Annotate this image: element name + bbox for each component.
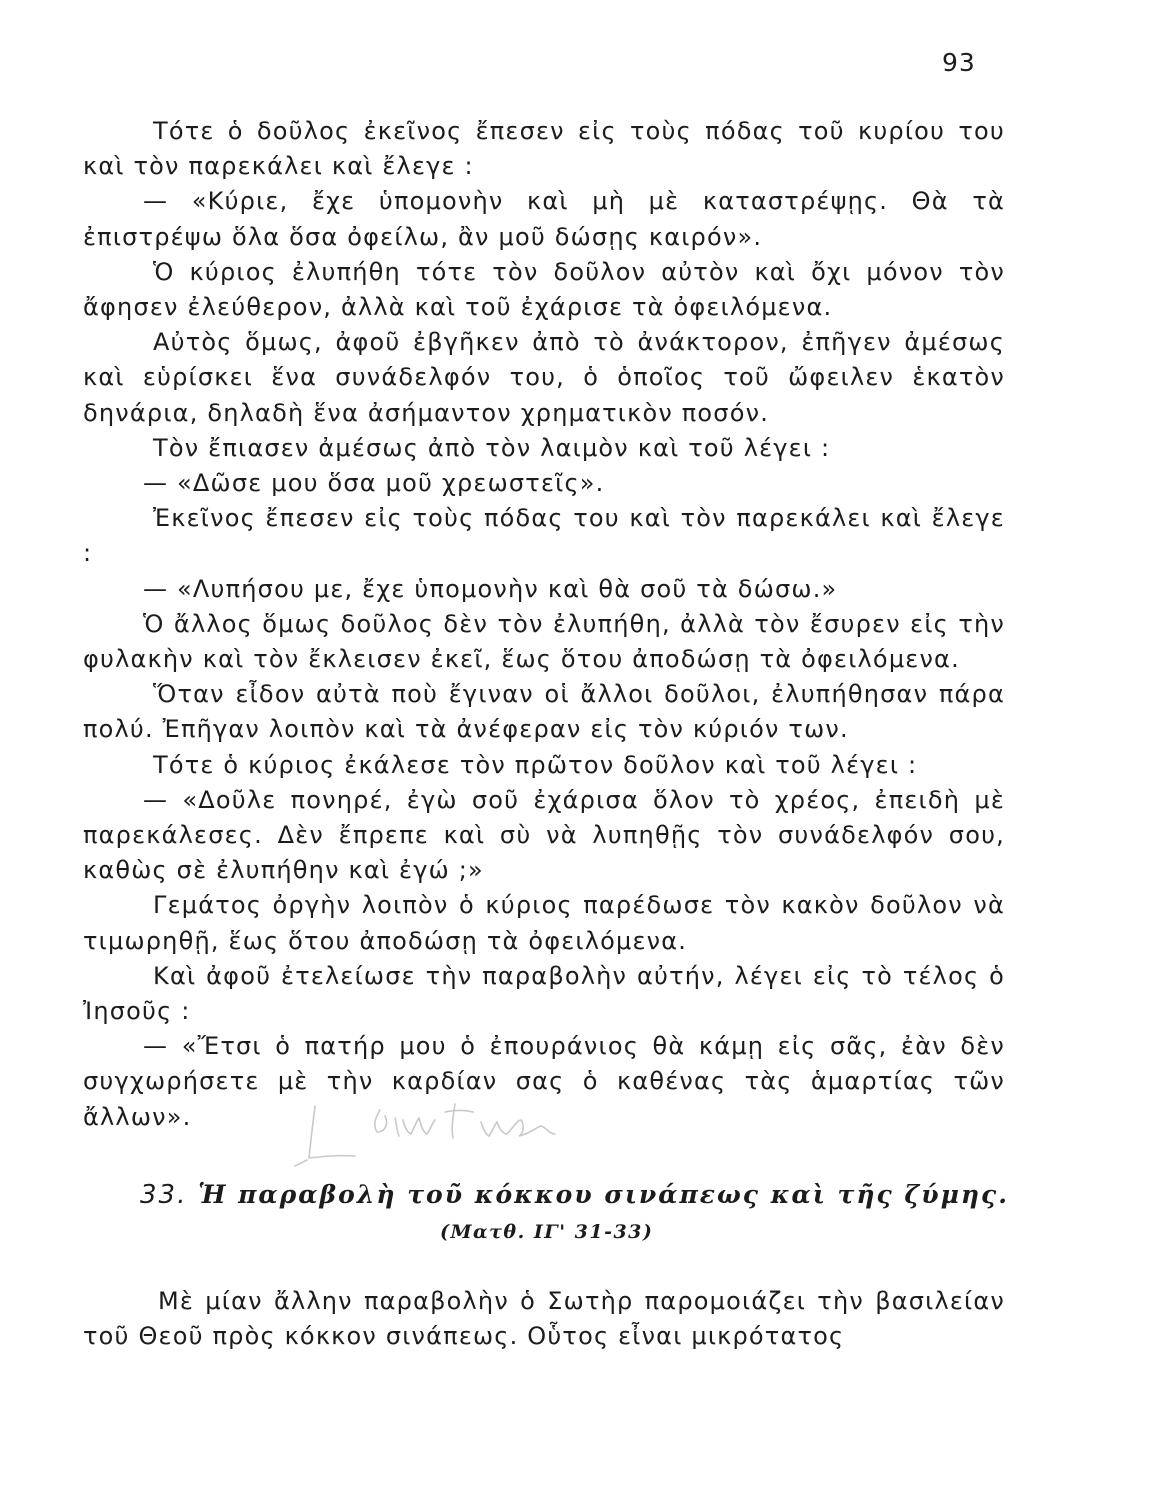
- paragraph: — «Κύριε, ἔχε ὑπομονὴν καὶ μὴ μὲ καταστρέψῃς. Θὰ τὰ ἐπιστρέψω ὅλα ὅσα ὀφείλω, ἂν μοῦ δώσῃς καιρόν».: [83, 187, 1005, 251]
- paragraph: — «Λυπήσου με, ἔχε ὑπομονὴν καὶ θὰ σοῦ τὰ δώσω.»: [143, 574, 838, 603]
- paragraph: Τὸν ἔπιασεν ἀμέσως ἀπὸ τὸν λαιμὸν καὶ τοῦ λέγει :: [153, 433, 831, 462]
- paragraph: Καὶ ἀφοῦ ἐτελείωσε τὴν παραβολὴν αὐτήν, λέγει εἰς τὸ τέλος ὁ Ἰησοῦς :: [83, 961, 1005, 1026]
- paragraph: Ὁ κύριος ἐλυπήθη τότε τὸν δοῦλον αὐτὸν καὶ ὄχι μόνον τὸν ἄφησεν ἐλεύθερον, ἀλλὰ καὶ τοῦ ἐχάρισε τὰ ὀφειλόμενα.: [83, 257, 1005, 322]
- paragraph: Ἐκεῖνος ἔπεσεν εἰς τοὺς πόδας του καὶ τὸν παρεκάλει καὶ ἔλεγε :: [83, 504, 1005, 568]
- page-number: 93: [942, 48, 976, 77]
- paragraph: — «Δοῦλε πονηρέ, ἐγὼ σοῦ ἐχάρισα ὅλον τὸ χρέος, ἐπειδὴ μὲ παρεκάλεσες. Δὲν ἔπρεπε καὶ σὺ νὰ λυπηθῇς τὸν συνάδελφόν σου, καθὼς σὲ ἐλυπήθην καὶ ἐγώ ;»: [83, 785, 1005, 885]
- section-title: Ἡ παραβολὴ τοῦ κόκκου σινάπεως καὶ τῆς ζύμης.: [198, 1180, 1009, 1209]
- paragraph: Γεμάτος ὀργὴν λοιπὸν ὁ κύριος παρέδωσε τὸν κακὸν δοῦλον νὰ τιμωρηθῇ, ἕως ὅτου ἀποδώσῃ τὰ ὀφειλόμενα.: [83, 891, 1005, 955]
- pencil-signature: [285, 1098, 595, 1178]
- section-number: 33.: [140, 1180, 188, 1210]
- paragraph: Ὅταν εἶδον αὐτὰ ποὺ ἔγιναν οἱ ἄλλοι δοῦλοι, ἐλυπήθησαν πάρα πολύ. Ἐπῆγαν λοιπὸν καὶ τὰ ἀνέφεραν εἰς τὸν κύριόν των.: [83, 680, 1005, 744]
- body-text: [83, 114, 1005, 1135]
- paragraph: — «Δῶσε μου ὅσα μοῦ χρεωστεῖς».: [143, 469, 605, 498]
- paragraph: Τότε ὁ δοῦλος ἐκεῖνος ἔπεσεν εἰς τοὺς πόδας τοῦ κυρίου του καὶ τὸν παρεκάλει καὶ ἔλεγε :: [83, 117, 1005, 181]
- paragraph: Αὐτὸς ὅμως, ἀφοῦ ἐβγῆκεν ἀπὸ τὸ ἀνάκτορον, ἐπῆγεν ἀμέσως καὶ εὑρίσκει ἕνα συνάδελφόν του, ὁ ὁποῖος τοῦ ὤφειλεν ἑκατὸν δηνάρια, δηλαδὴ ἕνα ἀσήμαντον χρηματικὸν ποσόν.: [83, 328, 1005, 427]
- section-heading: [140, 1180, 1010, 1210]
- paragraph: Τότε ὁ κύριος ἐκάλεσε τὸν πρῶτον δοῦλον καὶ τοῦ λέγει :: [153, 750, 918, 779]
- paragraph: — «Ἔτσι ὁ πατήρ μου ὁ ἐπουράνιος θὰ κάμῃ εἰς σᾶς, ἐὰν δὲν συγχωρήσετε μὲ τὴν καρδίαν σας ὁ καθένας τὰς ἁμαρτίας τῶν ἄλλων».: [83, 1032, 1005, 1131]
- closing-text: [83, 1284, 1005, 1354]
- paragraph: Μὲ μίαν ἄλλην παραβολὴν ὁ Σωτὴρ παρομοιάζει τὴν βασιλείαν τοῦ Θεοῦ πρὸς κόκκον σινάπεως. Οὗτος εἶναι μικρότατος: [83, 1287, 1005, 1351]
- paragraph: Ὁ ἄλλος ὅμως δοῦλος δὲν τὸν ἐλυπήθη, ἀλλὰ τὸν ἔσυρεν εἰς τὴν φυλακὴν καὶ τὸν ἔκλεισεν ἐκεῖ, ἕως ὅτου ἀποδώσῃ τὰ ὀφειλόμενα.: [83, 609, 1005, 674]
- section-reference: (Ματθ. ΙΓ' 31-33): [440, 1221, 654, 1243]
